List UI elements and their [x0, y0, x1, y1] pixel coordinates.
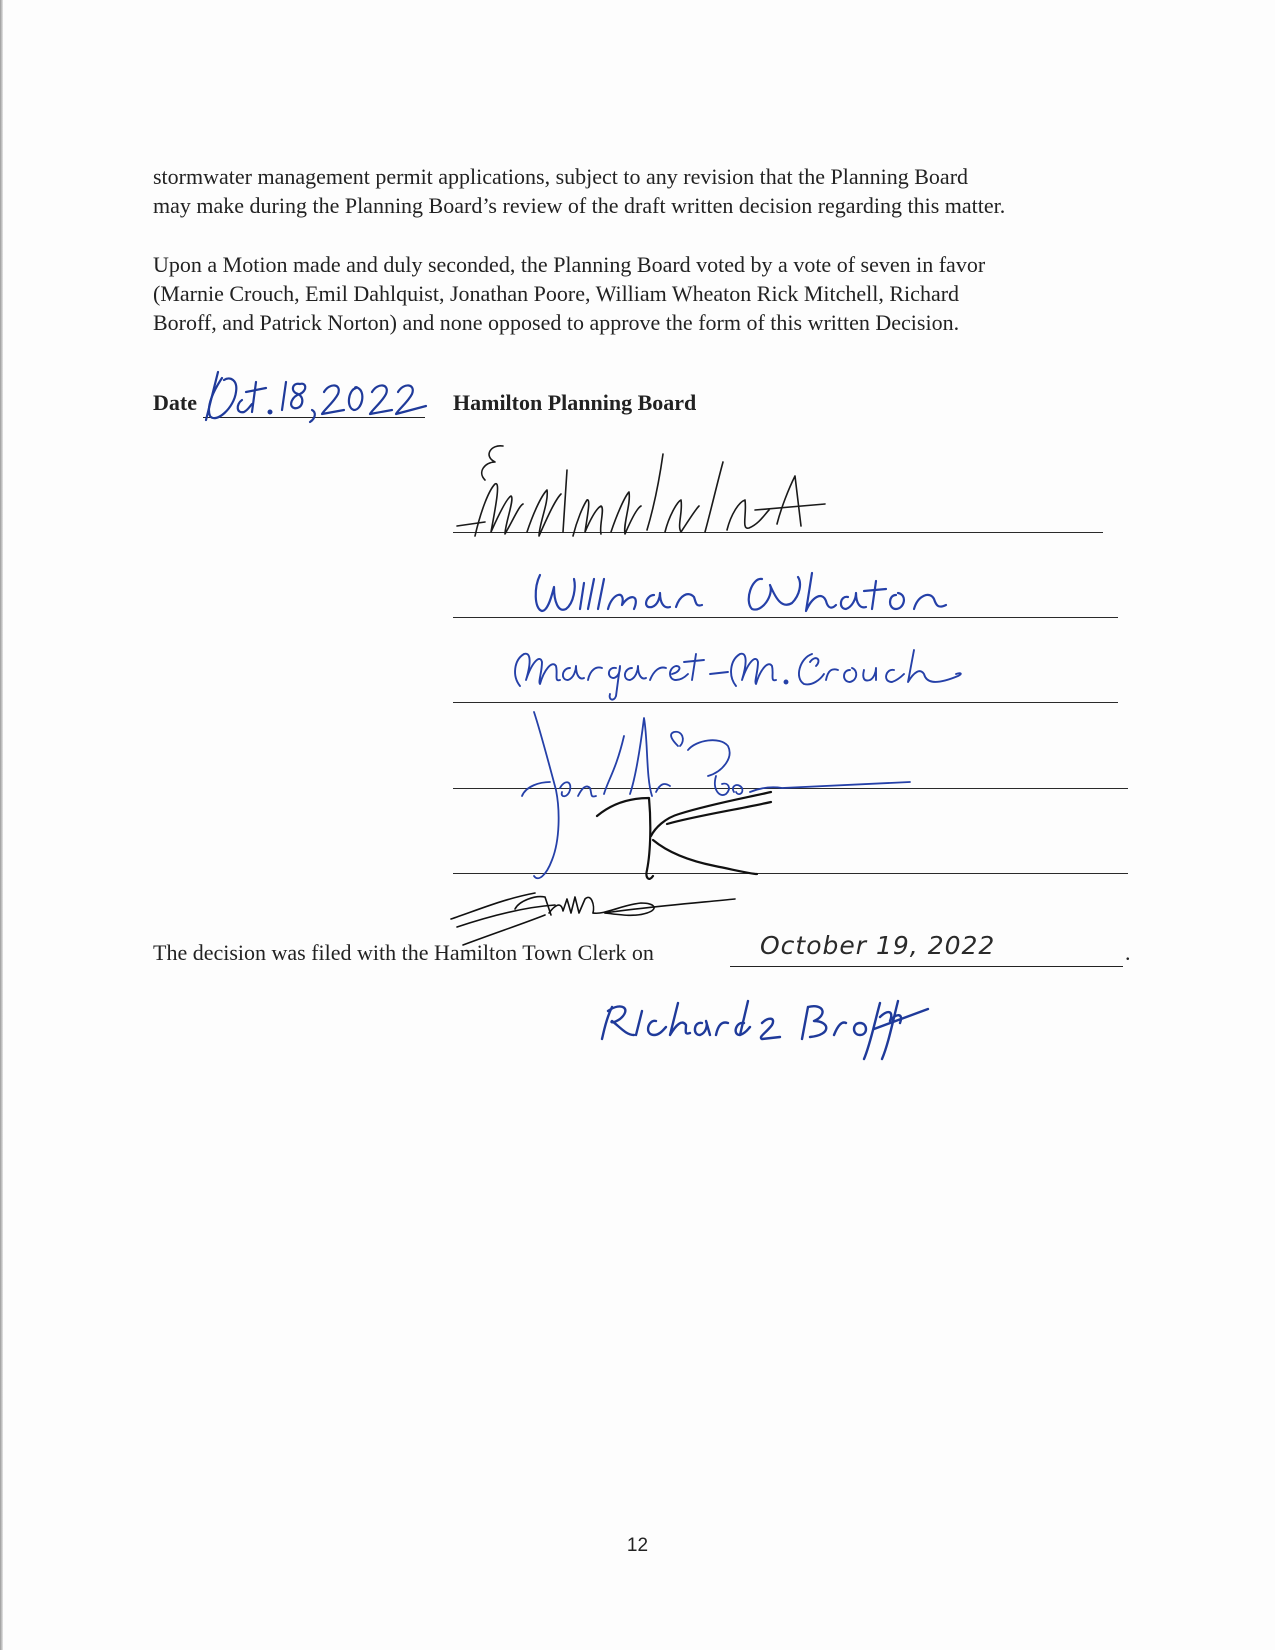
filed-date-handwritten: October 19, 2022 — [760, 931, 996, 960]
signature-william-wheaton — [530, 565, 990, 625]
filed-statement: The decision was filed with the Hamilton Town Clerk on — [153, 940, 654, 965]
filed-period: . — [1125, 940, 1131, 965]
handwritten-date-signature — [200, 368, 440, 428]
paragraph-line: Upon a Motion made and duly seconded, the Planning Board voted by a vote of seven in favor — [153, 252, 986, 277]
paragraph-line: may make during the Planning Board’s review of the draft written decision regarding this matter. — [153, 193, 1006, 218]
date-label: Date — [153, 390, 197, 415]
paragraph-line: (Marnie Crouch, Emil Dahlquist, Jonathan Poore, William Wheaton Rick Mitchell, Richard — [153, 281, 960, 306]
scan-edge — [0, 0, 3, 1650]
filed-date-line — [730, 966, 1123, 967]
paragraph-vote — [153, 250, 1153, 337]
paragraph-line: Boroff, and Patrick Norton) and none opposed to approve the form of this written Decision. — [153, 310, 960, 335]
paragraph-line: stormwater management permit applications, subject to any revision that the Planning Board — [153, 164, 969, 189]
signature-emil-dahlquist — [455, 440, 835, 550]
signature-richard-boroff — [598, 995, 968, 1065]
page-number: 12 — [626, 1535, 649, 1556]
board-name: Hamilton Planning Board — [453, 390, 697, 415]
paragraph-stormwater — [153, 162, 1153, 220]
